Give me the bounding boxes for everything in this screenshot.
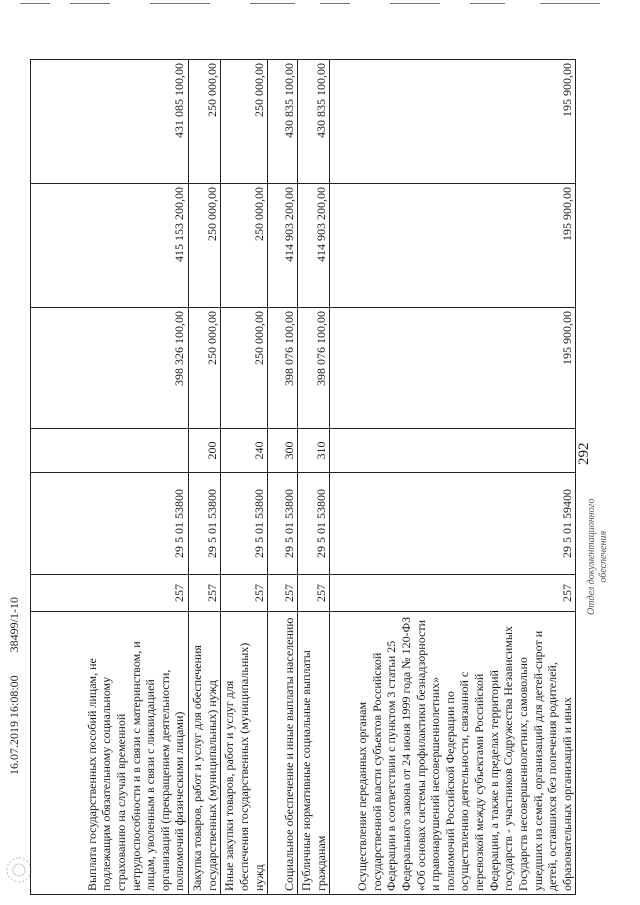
row-csr: 29 5 01 53800	[221, 473, 268, 575]
row-description: Выплата государственных пособий лицам, не подлежащим обязательному социальному страхованию на случай временной нетрудоспособности и в связи с материнством, и лицам, уволенным в связи с ликвидацией организаций (прекращением деятельности, полномочий физическими лицами)	[31, 612, 189, 895]
page-number: 292	[576, 442, 592, 465]
footer-timestamp: 16.07.2019 16:08:00	[7, 675, 21, 775]
row-ved: 257	[330, 575, 576, 612]
stamp-line-1: Отдел документационного	[586, 498, 597, 615]
row-sum-2: 415 153 200,00	[31, 184, 189, 308]
row-vr: 200	[189, 429, 221, 473]
row-description: Иные закупки товаров, работ и услуг для обеспечения государственных (муниципальных) нужд	[221, 612, 268, 895]
row-sum-1: 195 900,00	[330, 308, 576, 429]
row-vr	[330, 429, 576, 473]
table-row	[268, 60, 298, 895]
row-csr: 29 5 01 53800	[298, 473, 330, 575]
row-csr: 29 5 01 53800	[31, 473, 189, 575]
budget-table	[30, 59, 576, 895]
row-vr: 240	[221, 429, 268, 473]
row-sum-1: 250 000,00	[221, 308, 268, 429]
footer-doc-code: 38499/1-10	[7, 596, 21, 653]
row-vr: 300	[268, 429, 298, 473]
row-description: Осуществление переданных органам государственной власти субъектов Российской Федерации в соответствии с пунктом 3 статьи 25 Федерального закона от 24 июня 1999 года № 120-ФЗ «Об основах системы профилактики безнадзорности и правонарушений несовершеннолетних» полномочий Российской Федерации по осуществлению деятельности, связанной с перевозкой между субъектами Российской Федерации, а также в пределах территорий государств - участников Содружества Независимых Государств несовершеннолетних, самовольно ушедших из семей, организаций для детей-сирот и детей, оставшихся без попечения родителей, образовательных организаций и иных	[330, 612, 576, 895]
row-sum-3: 430 835 100,00	[298, 60, 330, 184]
row-sum-1: 398 326 100,00	[31, 308, 189, 429]
row-csr: 29 5 01 59400	[330, 473, 576, 575]
table-row	[330, 60, 576, 895]
footer	[7, 577, 22, 775]
department-stamp	[586, 498, 609, 615]
row-csr: 29 5 01 53800	[189, 473, 221, 575]
row-sum-2: 414 903 200,00	[268, 184, 298, 308]
row-sum-2: 250 000,00	[189, 184, 221, 308]
row-ved: 257	[189, 575, 221, 612]
row-sum-2: 414 903 200,00	[298, 184, 330, 308]
stamp-line-2: обеспечения	[597, 530, 609, 583]
row-ved: 257	[268, 575, 298, 612]
row-sum-1: 398 076 100,00	[268, 308, 298, 429]
row-sum-3: 430 835 100,00	[268, 60, 298, 184]
table-row	[189, 60, 221, 895]
table-row	[298, 60, 330, 895]
row-ved: 257	[31, 575, 189, 612]
row-sum-2: 250 000,00	[221, 184, 268, 308]
row-sum-1: 398 076 100,00	[298, 308, 330, 429]
row-sum-3: 250 000,00	[221, 60, 268, 184]
row-csr: 29 5 01 53800	[268, 473, 298, 575]
table-row	[31, 60, 189, 895]
row-sum-1: 250 000,00	[189, 308, 221, 429]
row-description: Социальное обеспечение и иные выплаты населению	[268, 612, 298, 895]
row-ved: 257	[298, 575, 330, 612]
row-sum-3: 431 085 100,00	[31, 60, 189, 184]
row-sum-2: 195 900,00	[330, 184, 576, 308]
row-description: Закупка товаров, работ и услуг для обеспечения государственных (муниципальных) нужд	[189, 612, 221, 895]
row-vr	[31, 429, 189, 473]
row-ved: 257	[221, 575, 268, 612]
row-sum-3: 195 900,00	[330, 60, 576, 184]
row-description: Публичные нормативные социальные выплаты гражданам	[298, 612, 330, 895]
row-sum-3: 250 000,00	[189, 60, 221, 184]
row-vr: 310	[298, 429, 330, 473]
table-row	[221, 60, 268, 895]
